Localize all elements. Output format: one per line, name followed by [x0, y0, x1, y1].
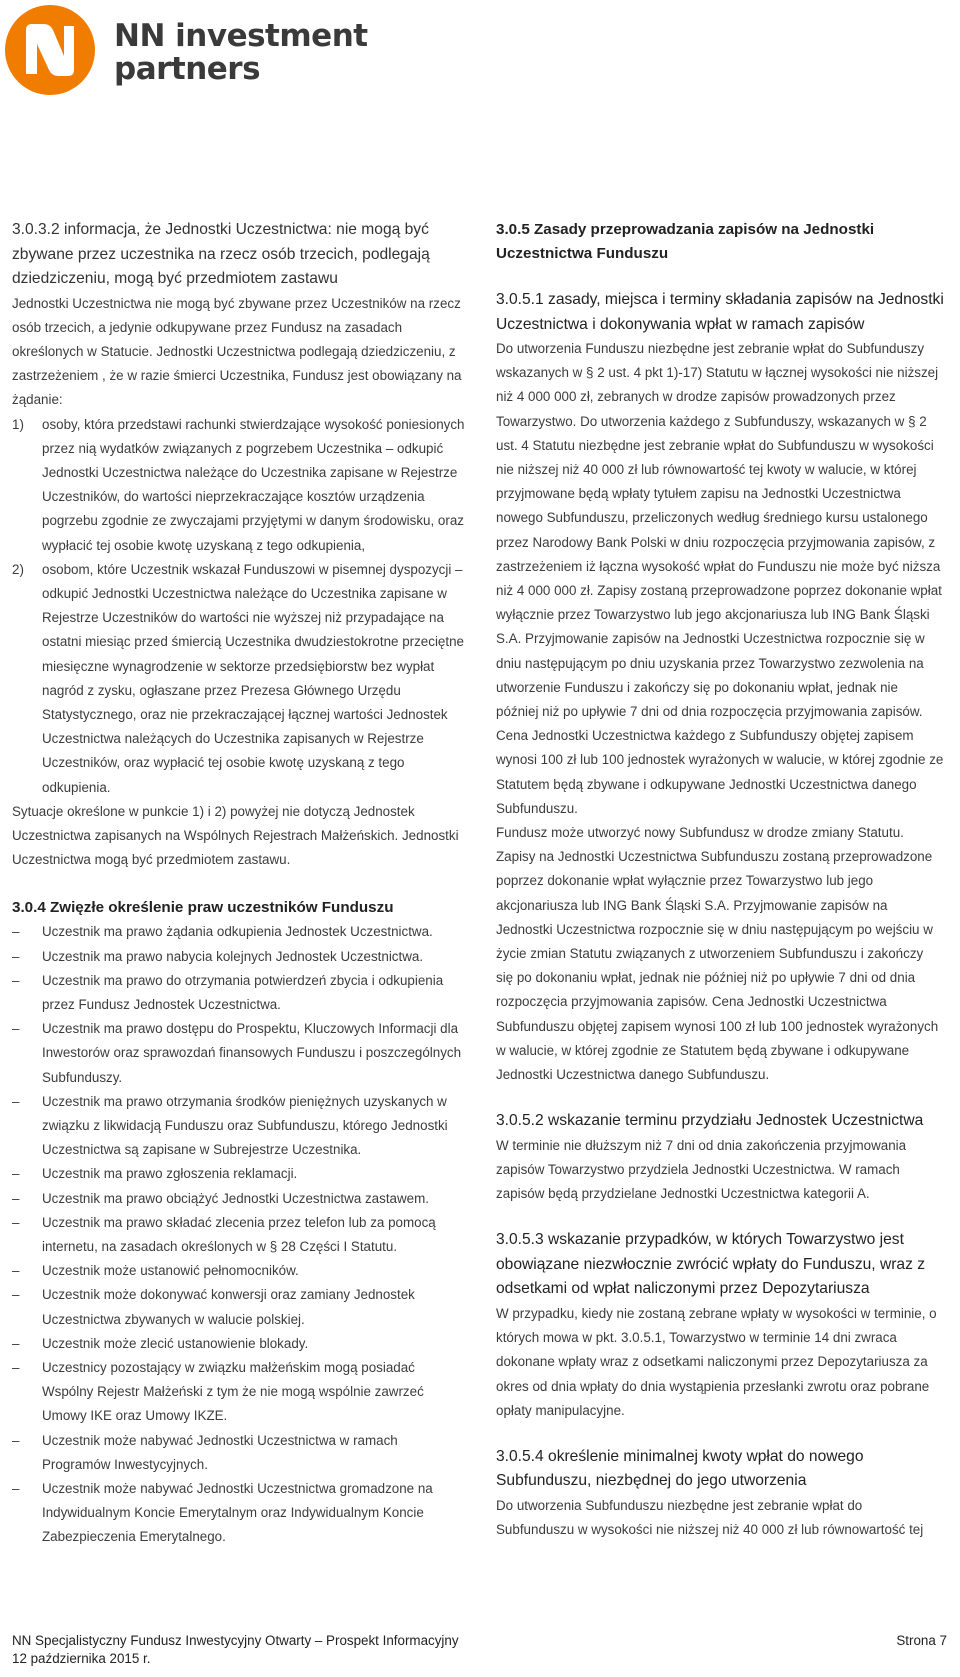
- paragraph: Fundusz może utworzyć nowy Subfundusz w drodze zmiany Statutu. Zapisy na Jednostki Uczestnictwa Subfunduszu zostaną przeprowadzone poprzez dokonanie wpłat wyłącznie przez Towarzystwo lub jego akcjonariusza lub ING Bank Śląski S.A. Przyjmowanie zapisów na Jednostki Uczestnictwa rozpocznie się w dniu następującym po wejściu w życie zmian Statutu związanych z utworzeniem Subfunduszu i zakończy się po dokonaniu wpłat, jednak nie później niż po upływie 7 dni od dnia rozpoczęcia przyjmowania zapisów. Cena Jednostki Uczestnictwa Subfunduszu objętej zapisem wynosi 100 zł lub 100 jednostek wyrażonych w walucie, w której zgodnie ze Statutem będą zbywane i odkupywane Jednostki Uczestnictwa danego Subfunduszu.: [496, 825, 939, 1083]
- section-title-3-0-5: 3.0.5 Zasady przeprowadzania zapisów na Jednostki Uczestnictwa Funduszu: [496, 221, 875, 262]
- subsection-title-3-0-5-2: 3.0.5.2 wskazanie terminu przydziału Jednostek Uczestnictwa: [496, 1112, 924, 1130]
- page-number: Strona 7: [896, 1633, 947, 1648]
- footer-fund-name: NN Specjalistyczny Fundusz Inwestycyjny Otwarty: [12, 1633, 312, 1648]
- rights-list-item: [12, 1259, 465, 1283]
- dash-marker: –: [12, 972, 20, 988]
- rights-item-text: Uczestnik ma prawo żądania odkupienia Jednostek Uczestnictwa.: [42, 924, 433, 940]
- rights-item-text: Uczestnik ma prawo zgłoszenia reklamacji.: [42, 1166, 298, 1182]
- subsection-title-3-0-5-4: 3.0.5.4 określenie minimalnej kwoty wpłat do nowego Subfunduszu, niezbędnej do jego utworzenia: [496, 1447, 864, 1490]
- dash-marker: –: [12, 1335, 20, 1351]
- list-item-text: osobom, które Uczestnik wskazał Funduszowi w pisemnej dyspozycji – odkupić Jednostki Uczestnictwa należące do Uczestnika zapisane w Rejestrze Uczestników do wartości nie wyższej niż przypadające na ostatni miesiąc przed śmiercią Uczestnika dwudziestokrotne przeciętne miesięczne wynagrodzenie w sektorze przedsiębiorstw bez wypłat nagród z zysku, ogłaszane przez Prezesa Głównego Urzędu Statystycznego, oraz nie przekraczającej łącznej wartości Jednostek Uczestnictwa należących do Uczestnika zapisanych w Rejestrze Uczestników, oraz wypłacić tej osobie kwotę uzyskaną z tego odkupienia.: [42, 561, 464, 795]
- subsection-title-3-0-5-3: 3.0.5.3 wskazanie przypadków, w których Towarzystwo jest obowiązane niezwłocznie zwrócić wpłaty do Funduszu, wraz z odsetkami od wpłat naliczonymi przez Depozytariusza: [496, 1231, 926, 1298]
- paragraph: Jednostki Uczestnictwa nie mogą być zbywane przez Uczestników na rzecz osób trzecich, a jedynie odkupywane przez Fundusz na zasadach określonych w Statucie. Jednostki Uczestnictwa podlegają dziedziczeniu, z zastrzeżeniem , że w razie śmierci Uczestnika, Fundusz jest obowiązany na żądanie:: [12, 295, 462, 408]
- rights-item-text: Uczestnik może ustanowić pełnomocników.: [42, 1263, 299, 1279]
- list-marker: 1): [12, 416, 24, 432]
- rights-item-text: Uczestnik ma prawo do otrzymania potwierdzeń zbycia i odkupienia przez Fundusz Jednostek Uczestnictwa.: [42, 972, 444, 1012]
- rights-list-item: [12, 1429, 465, 1477]
- rights-list-item: [12, 1283, 465, 1331]
- list-item: [12, 413, 465, 558]
- rights-list-item: [12, 1477, 465, 1550]
- rights-list-item: [12, 1090, 465, 1163]
- rights-list-item: [12, 945, 465, 969]
- brand-wordmark: [114, 20, 368, 86]
- dash-marker: –: [12, 1432, 20, 1448]
- paragraph: W przypadku, kiedy nie zostaną zebrane wpłaty w wysokości w terminie, o których mowa w pkt. 3.0.5.1, Towarzystwo w terminie 14 dni zwraca dokonane wpłaty wraz z odsetkami naliczonymi przez Depozytariusza za okres od dnia wpłaty do dnia wystąpienia przesłanki zwrotu oraz pobrane opłaty manipulacyjne.: [496, 1305, 937, 1418]
- rights-item-text: Uczestnik ma prawo składać zlecenia przez telefon lub za pomocą internetu, na zasadach określonych w § 28 Części I Statutu.: [42, 1214, 436, 1255]
- rights-list-item: [12, 969, 465, 1017]
- dash-marker: –: [12, 1481, 20, 1497]
- dash-marker: –: [12, 924, 20, 940]
- rights-item-text: Uczestnik może zlecić ustanowienie blokady.: [42, 1335, 309, 1351]
- dash-marker: –: [12, 1021, 20, 1037]
- dash-marker: –: [12, 1214, 20, 1230]
- rights-item-text: Uczestnik może nabywać Jednostki Uczestnictwa gromadzone na Indywidualnym Koncie Emerytalnym oraz Indywidualnym Koncie Zabezpieczenia Emerytalnego.: [42, 1481, 433, 1545]
- dash-marker: –: [12, 1287, 20, 1303]
- right-column: [496, 218, 944, 1542]
- rights-item-text: Uczestnik może dokonywać konwersji oraz zamiany Jednostek Uczestnictwa zbywanych w walucie polskiej.: [42, 1287, 415, 1327]
- section-title-3-0-4: 3.0.4 Zwięzłe określenie praw uczestników Funduszu: [12, 899, 394, 917]
- page-footer: [12, 1632, 947, 1668]
- rights-list-item: [12, 1162, 465, 1186]
- dash-marker: –: [12, 948, 20, 964]
- brand-line-1: NN investment: [114, 18, 368, 54]
- paragraph: W terminie nie dłuższym niż 7 dni od dnia zakończenia przyjmowania zapisów Towarzystwo przydziela Jednostki Uczestnictwa. W ramach zapisów będą przydzielane Jednostki Uczestnictwa kategorii A.: [496, 1137, 907, 1202]
- rights-item-text: Uczestnik ma prawo nabycia kolejnych Jednostek Uczestnictwa.: [42, 948, 424, 964]
- list-marker: 2): [12, 561, 24, 577]
- numbered-list: [12, 413, 465, 800]
- dash-marker: –: [12, 1360, 20, 1376]
- rights-item-text: Uczestnicy pozostający w związku małżeńskim mogą posiadać Wspólny Rejestr Małżeński z tym że nie mogą wspólnie zawrzeć Umowy IKE oraz Umowy IKZE.: [42, 1360, 424, 1424]
- rights-item-text: Uczestnik ma prawo dostępu do Prospektu, Kluczowych Informacji dla Inwestorów oraz sprawozdań finansowych Funduszu i poszczególnych Subfunduszy.: [42, 1021, 462, 1085]
- footer-document-name: – Prospekt Informacyjny: [314, 1633, 459, 1648]
- dash-marker: –: [12, 1093, 20, 1109]
- rights-list: [12, 920, 465, 1549]
- footer-date: 12 października 2015 r.: [12, 1651, 151, 1666]
- paragraph: Do utworzenia Subfunduszu niezbędne jest zebranie wpłat do Subfunduszu w wysokości nie niższej niż 40 000 zł lub równowartość tej: [496, 1497, 924, 1538]
- list-item-text: osoby, która przedstawi rachunki stwierdzające wysokość poniesionych przez nią wydatków związanych z pogrzebem Uczestnika – odkupić Jednostki Uczestnictwa należące do Uczestnika zapisane w Rejestrze Uczestników, do wartości nieprzekraczające kosztów urządzenia pogrzebu zgodnie ze zwyczajami przyjętymi w danym środowisku, oraz wypłacić tej osobie kwotę uzyskaną z tego odkupienia,: [42, 416, 465, 553]
- rights-list-item: [12, 1211, 465, 1259]
- rights-list-item: [12, 1356, 465, 1429]
- dash-marker: –: [12, 1166, 20, 1182]
- paragraph: Sytuacje określone w punkcie 1) i 2) powyżej nie dotyczą Jednostek Uczestnictwa zapisanych na Wspólnych Rejestrach Małżeńskich. Jednostki Uczestnictwa mogą być przedmiotem zastawu.: [12, 803, 459, 868]
- rights-item-text: Uczestnik ma prawo obciążyć Jednostki Uczestnictwa zastawem.: [42, 1190, 429, 1206]
- rights-list-item: [12, 1187, 465, 1211]
- left-column: [12, 218, 465, 1550]
- rights-list-item: [12, 1332, 465, 1356]
- rights-list-item: [12, 920, 465, 944]
- dash-marker: –: [12, 1190, 20, 1206]
- nn-logo-icon: [4, 4, 96, 96]
- list-item: [12, 558, 465, 800]
- rights-list-item: [12, 1017, 465, 1090]
- subsection-title-3-0-5-1: 3.0.5.1 zasady, miejsca i terminy składania zapisów na Jednostki Uczestnictwa i dokonywania wpłat w ramach zapisów: [496, 291, 944, 333]
- paragraph: Do utworzenia Funduszu niezbędne jest zebranie wpłat do Subfunduszy wskazanych w § 2 ust. 4 pkt 1)-17) Statutu w łącznej wysokości nie niższej niż 4 000 000 zł, zebranych w drodze zapisów prowadzonych przez Towarzystwo. Do utworzenia każdego z Subfunduszy, wskazanych w § 2 ust. 4 Statutu niezbędne jest zebranie wpłat do Subfunduszu w wysokości nie niższej niż 40 000 zł lub równowartość tej kwoty w walucie, w której przyjmowane będą wpłaty tytułem zapisu na Jednostki Uczestnictwa nowego Subfunduszu, przeliczonych według średniego kursu ustalonego przez Narodowy Bank Polski w dniu rozpoczęcia przyjmowania zapisów, z zastrzeżeniem iż łączna wysokość wpłat do Funduszu nie może być niższa niż 4 000 000 zł. Zapisy zostaną przeprowadzone poprzez dokonanie wpłat wyłącznie przez Towarzystwo lub jego akcjonariusza lub ING Bank Śląski S.A. Przyjmowanie zapisów na Jednostki Uczestnictwa rozpocznie się w dniu następującym po dniu uzyskania przez Towarzystwo zezwolenia na utworzenie Funduszu i zakończy się po dokonaniu wpłat, jednak nie później niż po upływie 7 dni od dnia rozpoczęcia przyjmowania zapisów. Cena Jednostki Uczestnictwa każdego z Subfunduszy objętej zapisem wynosi 100 zł lub 100 jednostek wyrażonych w walucie, w której zgodnie ze Statutem będą zbywane i odkupywane Jednostki Uczestnictwa danego Subfunduszu.: [496, 341, 944, 816]
- rights-item-text: Uczestnik może nabywać Jednostki Uczestnictwa w ramach Programów Inwestycyjnych.: [42, 1432, 398, 1472]
- section-heading-3-0-3-2: 3.0.3.2 informacja, że Jednostki Uczestnictwa: nie mogą być zbywane przez uczestnika na rzecz osób trzecich, podlegają dziedziczeniu, mogą być przedmiotem zastawu: [12, 221, 430, 287]
- brand-line-2: partners: [114, 51, 261, 87]
- dash-marker: –: [12, 1263, 20, 1279]
- rights-item-text: Uczestnik ma prawo otrzymania środków pieniężnych uzyskanych w związku z likwidacją Funduszu oraz Subfunduszu, którego Jednostki Uczestnictwa są zapisane w Subrejestrze Uczestnika.: [42, 1093, 448, 1158]
